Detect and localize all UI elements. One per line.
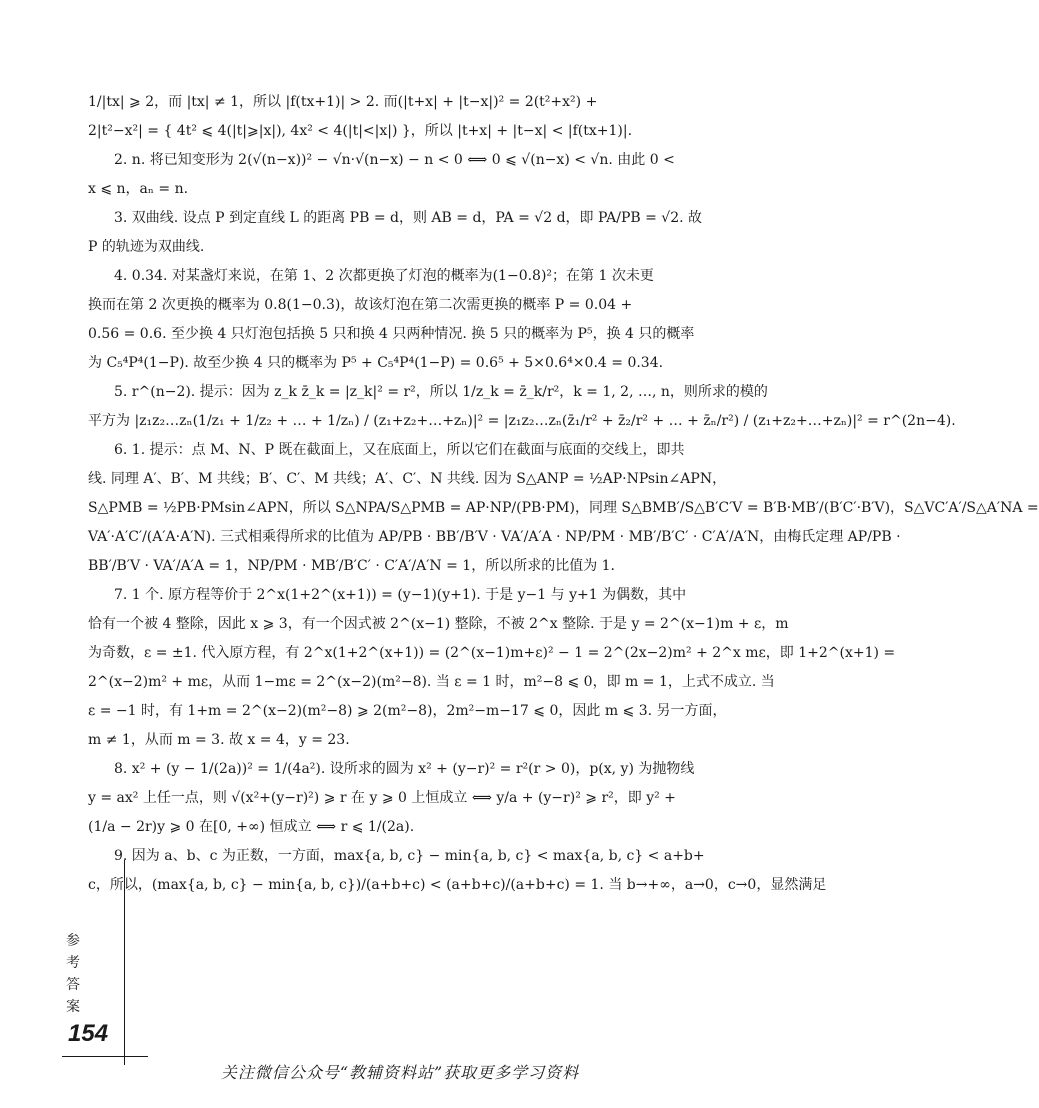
text-line: m ≠ 1，从而 m = 3. 故 x = 4，y = 23. xyxy=(88,732,350,748)
answer-text xyxy=(88,88,1039,900)
text-line: P 的轨迹为双曲线. xyxy=(88,239,205,255)
answer-8: 8. x² + (y − 1/(2a))² = 1/(4a²). 设所求的圆为 x² + (y−r)² = r²(r > 0)，p(x, y) 为抛物线 xyxy=(114,761,695,777)
section-tab-char: 参 xyxy=(66,933,80,949)
page-number: 154 xyxy=(68,1020,109,1047)
text-line: 换而在第 2 次更换的概率为 0.8(1−0.3)，故该灯泡在第二次需更换的概率 P = 0.04 + xyxy=(88,297,633,313)
section-tab-char: 答 xyxy=(66,977,80,993)
text-line: 2^(x−2)m² + mε，从而 1−mε = 2^(x−2)(m²−8). 当 ε = 1 时，m²−8 ⩽ 0，即 m = 1，上式不成立. 当 xyxy=(88,674,775,690)
text-line: (1/a − 2r)y ⩾ 0 在[0, +∞) 恒成立 ⟺ r ⩽ 1/(2a). xyxy=(88,819,415,835)
text-line: y = ax² 上任一点，则 √(x²+(y−r)²) ⩾ r 在 y ⩾ 0 上恒成立 ⟺ y/a + (y−r)² ⩾ r²，即 y² + xyxy=(88,790,676,806)
text-line: 2|t²−x²| = { 4t² ⩽ 4(|t|⩾|x|), 4x² < 4(|t|<|x|) }，所以 |t+x| + |t−x| < |f(tx+1)|. xyxy=(88,123,633,139)
answer-3: 3. 双曲线. 设点 P 到定直线 L 的距离 PB = d，则 AB = d，PA = √2 d，即 PA/PB = √2. 故 xyxy=(114,210,703,226)
footer-note: 关注微信公众号“教辅资料站”获取更多学习资料 xyxy=(220,1063,580,1082)
text-line: S△PMB = ½PB·PMsin∠APN，所以 S△NPA/S△PMB = AP·NP/(PB·PM)，同理 S△BMB′/S△B′C′V = B′B·MB′/(B′C′·B′V)，S△VC′A′/S△A′NA = xyxy=(88,500,1039,516)
answer-9: 9. 因为 a、b、c 为正数，一方面，max{a, b, c} − min{a, b, c} < max{a, b, c} < a+b+ xyxy=(114,848,705,864)
answer-2: 2. n. 将已知变形为 2(√(n−x))² − √n·√(n−x) − n < 0 ⟺ 0 ⩽ √(n−x) < √n. 由此 0 < xyxy=(114,152,675,168)
text-line: 1/|tx| ⩾ 2，而 |tx| ≠ 1，所以 |f(tx+1)| > 2. 而(|t+x| + |t−x|)² = 2(t²+x²) + xyxy=(88,94,598,110)
text-line: 平方为 |z₁z₂…zₙ(1/z₁ + 1/z₂ + … + 1/zₙ) / (z₁+z₂+…+zₙ)|² = |z₁z₂…zₙ(z̄₁/r² + z̄₂/r² + … + z̄ₙ/r²) / (z₁+z₂+…+zₙ)|² = r^(2n−4). xyxy=(88,413,956,429)
section-tab-char: 考 xyxy=(66,955,80,971)
answer-7: 7. 1 个. 原方程等价于 2^x(1+2^(x+1)) = (y−1)(y+1). 于是 y−1 与 y+1 为偶数，其中 xyxy=(114,587,687,603)
section-tab-char: 案 xyxy=(66,999,80,1015)
text-line: 为 C₅⁴P⁴(1−P). 故至少换 4 只的概率为 P⁵ + C₅⁴P⁴(1−P) = 0.6⁵ + 5×0.6⁴×0.4 = 0.34. xyxy=(88,355,664,371)
text-line: BB′/B′V · VA′/A′A = 1，NP/PM · MB′/B′C′ · C′A′/A′N = 1，所以所求的比值为 1. xyxy=(88,558,616,574)
answer-5: 5. r^(n−2). 提示：因为 z_k z̄_k = |z_k|² = r²，所以 1/z_k = z̄_k/r²，k = 1, 2, …, n，则所求的模的 xyxy=(114,384,768,400)
text-line: 恰有一个被 4 整除，因此 x ⩾ 3，有一个因式被 2^(x−1) 整除，不被 2^x 整除. 于是 y = 2^(x−1)m + ε，m xyxy=(88,616,789,632)
text-line: 0.56 = 0.6. 至少换 4 只灯泡包括换 5 只和换 4 只两种情况. 换 5 只的概率为 P⁵，换 4 只的概率 xyxy=(88,326,695,342)
text-line: x ⩽ n，aₙ = n. xyxy=(88,181,189,197)
text-line: 为奇数，ε = ±1. 代入原方程，有 2^x(1+2^(x+1)) = (2^(x−1)m+ε)² − 1 = 2^(2x−2)m² + 2^x mε，即 1+2^(x+1) = xyxy=(88,645,896,661)
answer-4: 4. 0.34. 对某盏灯来说，在第 1、2 次都更换了灯泡的概率为(1−0.8)²；在第 1 次未更 xyxy=(114,268,654,284)
text-line: 线. 同理 A′、B′、M 共线；B′、C′、M 共线；A′、C′、N 共线. 因为 S△ANP = ½AP·NPsin∠APN， xyxy=(88,471,727,487)
text-line: ε = −1 时，有 1+m = 2^(x−2)(m²−8) ⩾ 2(m²−8)，2m²−m−17 ⩽ 0，因此 m ⩽ 3. 另一方面， xyxy=(88,703,727,719)
answer-6: 6. 1. 提示：点 M、N、P 既在截面上，又在底面上，所以它们在截面与底面的交线上，即共 xyxy=(114,442,685,458)
text-line: c，所以，(max{a, b, c} − min{a, b, c})/(a+b+c) < (a+b+c)/(a+b+c) = 1. 当 b→+∞，a→0，c→0，显然满足 xyxy=(88,877,827,893)
text-line: VA′·A′C′/(A′A·A′N). 三式相乘得所求的比值为 AP/PB · BB′/B′V · VA′/A′A · NP/PM · MB′/B′C′ · C′A′/A′N，由梅氏定理 AP/PB · xyxy=(88,529,901,545)
